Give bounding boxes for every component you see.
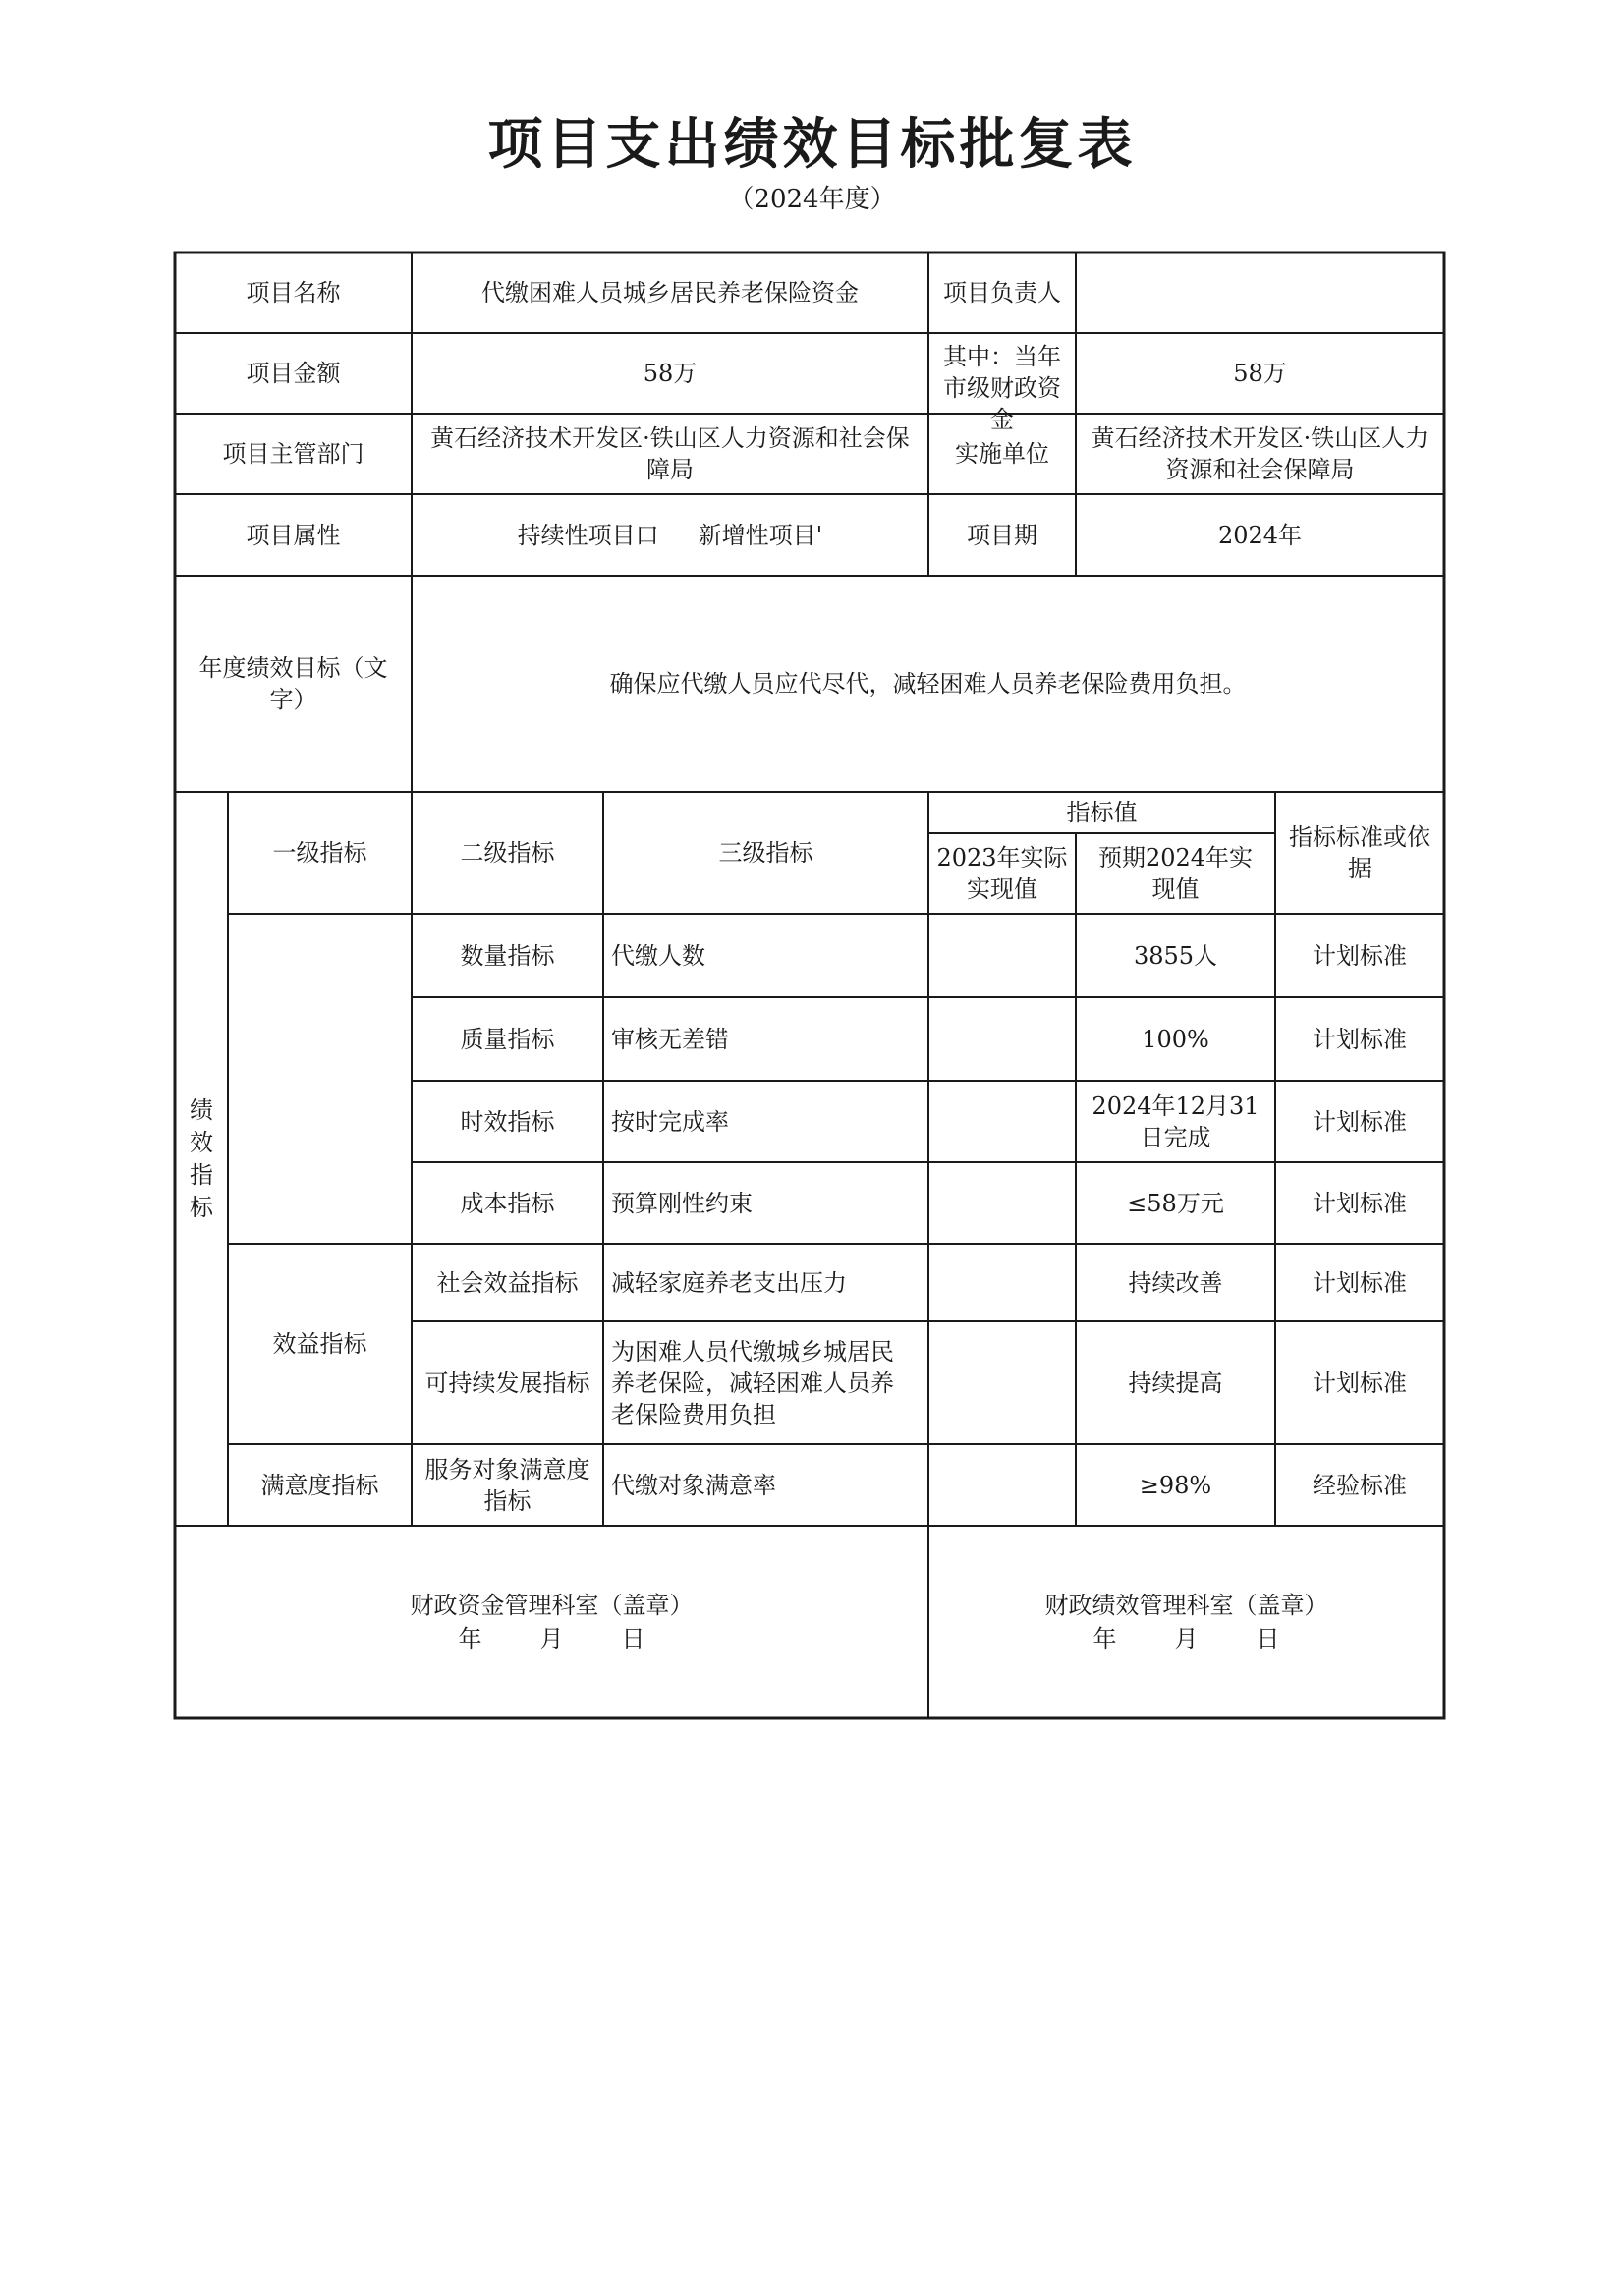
header-level3: 三级指标 bbox=[718, 839, 813, 867]
implementing-unit-label: 实施单位 bbox=[955, 440, 1049, 468]
department-label: 项目主管部门 bbox=[222, 440, 364, 468]
benefit-indicators-label: 效益指标 bbox=[272, 1330, 367, 1358]
indicator-actual bbox=[928, 914, 1076, 997]
fund-office-date bbox=[459, 1622, 645, 1655]
indicator-level3: 预算刚性约束 bbox=[611, 1189, 753, 1217]
date-day: 日 bbox=[1256, 1625, 1280, 1652]
project-name-value: 代缴困难人员城乡居民养老保险资金 bbox=[481, 279, 859, 307]
project-name-label: 项目名称 bbox=[246, 279, 341, 307]
indicator-level2: 服务对象满意度指标 bbox=[424, 1455, 590, 1515]
indicator-basis: 计划标准 bbox=[1313, 1025, 1407, 1053]
indicator-actual bbox=[928, 997, 1076, 1081]
annual-goal-label: 年度绩效目标（文字） bbox=[198, 654, 388, 713]
performance-indicators-label bbox=[175, 792, 228, 1526]
project-attribute-label: 项目属性 bbox=[246, 521, 341, 549]
indicator-actual bbox=[928, 1444, 1076, 1526]
header-basis: 指标标准或依据 bbox=[1289, 823, 1430, 882]
header-actual-2023: 2023年实际实现值 bbox=[936, 844, 1068, 903]
satisfaction-indicators-label: 满意度指标 bbox=[260, 1471, 379, 1499]
indicator-level2: 成本指标 bbox=[460, 1189, 555, 1217]
page-subtitle: （2024年度） bbox=[728, 185, 896, 214]
fund-office-signature bbox=[175, 1526, 928, 1718]
project-amount-value: 58万 bbox=[643, 360, 698, 387]
indicator-basis: 计划标准 bbox=[1313, 1369, 1407, 1397]
indicator-level3: 代缴人数 bbox=[611, 941, 705, 970]
header-expected-2024: 预期2024年实现值 bbox=[1097, 844, 1254, 903]
date-year: 年 bbox=[458, 1625, 482, 1652]
date-day: 日 bbox=[621, 1625, 645, 1652]
project-period-value: 2024年 bbox=[1217, 521, 1303, 549]
indicator-actual bbox=[928, 1321, 1076, 1444]
indicator-expected: 2024年12月31日完成 bbox=[1092, 1092, 1260, 1151]
indicator-level3: 减轻家庭养老支出压力 bbox=[611, 1268, 847, 1297]
output-indicators-label bbox=[228, 914, 412, 1244]
implementing-unit-value: 黄石经济技术开发区·铁山区人力资源和社会保障局 bbox=[1091, 424, 1429, 483]
indicator-basis: 计划标准 bbox=[1313, 1107, 1407, 1136]
indicator-level2: 数量指标 bbox=[460, 941, 555, 970]
indicator-level3: 按时完成率 bbox=[611, 1107, 729, 1136]
indicator-expected: 100% bbox=[1142, 1025, 1209, 1053]
indicator-basis: 计划标准 bbox=[1313, 1189, 1407, 1217]
page-title: 项目支出绩效目标批复表 bbox=[487, 112, 1137, 177]
indicator-expected: ≥98% bbox=[1139, 1471, 1212, 1499]
indicator-level3: 代缴对象满意率 bbox=[611, 1471, 776, 1499]
project-attribute-value bbox=[412, 494, 928, 576]
attribute-continuing: 持续性项目口 bbox=[517, 521, 659, 549]
indicator-level3: 审核无差错 bbox=[611, 1025, 729, 1053]
indicator-expected: 持续提高 bbox=[1128, 1369, 1223, 1397]
indicator-level3: 为困难人员代缴城乡城居民养老保险，减轻困难人员养老保险费用负担 bbox=[611, 1337, 894, 1428]
project-leader-value bbox=[1076, 252, 1444, 333]
indicator-expected: 3855人 bbox=[1133, 941, 1218, 970]
indicator-level2: 可持续发展指标 bbox=[424, 1369, 590, 1397]
indicator-level2: 社会效益指标 bbox=[436, 1268, 579, 1297]
project-period-label: 项目期 bbox=[967, 521, 1037, 549]
date-month: 月 bbox=[539, 1625, 564, 1652]
indicator-actual bbox=[928, 1081, 1076, 1162]
indicator-level2: 时效指标 bbox=[460, 1107, 555, 1136]
indicator-actual bbox=[928, 1162, 1076, 1244]
project-leader-label: 项目负责人 bbox=[943, 279, 1061, 307]
indicator-basis: 计划标准 bbox=[1313, 941, 1407, 970]
performance-office-date bbox=[1093, 1622, 1280, 1655]
performance-indicators-text: 绩效指标 bbox=[189, 1095, 213, 1221]
city-fund-label: 其中：当年市级财政资金 bbox=[943, 343, 1061, 433]
performance-office-name: 财政绩效管理科室（盖章） bbox=[1044, 1592, 1328, 1619]
indicator-basis: 经验标准 bbox=[1313, 1471, 1407, 1499]
indicator-actual bbox=[928, 1244, 1076, 1321]
date-month: 月 bbox=[1174, 1625, 1199, 1652]
attribute-new: 新增性项目' bbox=[698, 521, 823, 549]
header-value-group: 指标值 bbox=[1066, 799, 1138, 826]
fund-office-name: 财政资金管理科室（盖章） bbox=[410, 1592, 694, 1619]
annual-goal-value: 确保应代缴人员应代尽代，减轻困难人员养老保险费用负担。 bbox=[609, 670, 1247, 698]
indicator-expected: ≤58万元 bbox=[1127, 1189, 1224, 1217]
performance-office-signature bbox=[928, 1526, 1444, 1718]
date-year: 年 bbox=[1092, 1625, 1117, 1652]
indicator-basis: 计划标准 bbox=[1313, 1268, 1407, 1297]
indicator-expected: 持续改善 bbox=[1128, 1268, 1223, 1297]
project-amount-label: 项目金额 bbox=[246, 360, 341, 387]
department-value: 黄石经济技术开发区·铁山区人力资源和社会保障局 bbox=[430, 424, 910, 483]
city-fund-value: 58万 bbox=[1233, 360, 1287, 387]
header-level2: 二级指标 bbox=[460, 839, 555, 867]
indicator-level2: 质量指标 bbox=[460, 1025, 555, 1053]
header-level1: 一级指标 bbox=[272, 839, 367, 867]
